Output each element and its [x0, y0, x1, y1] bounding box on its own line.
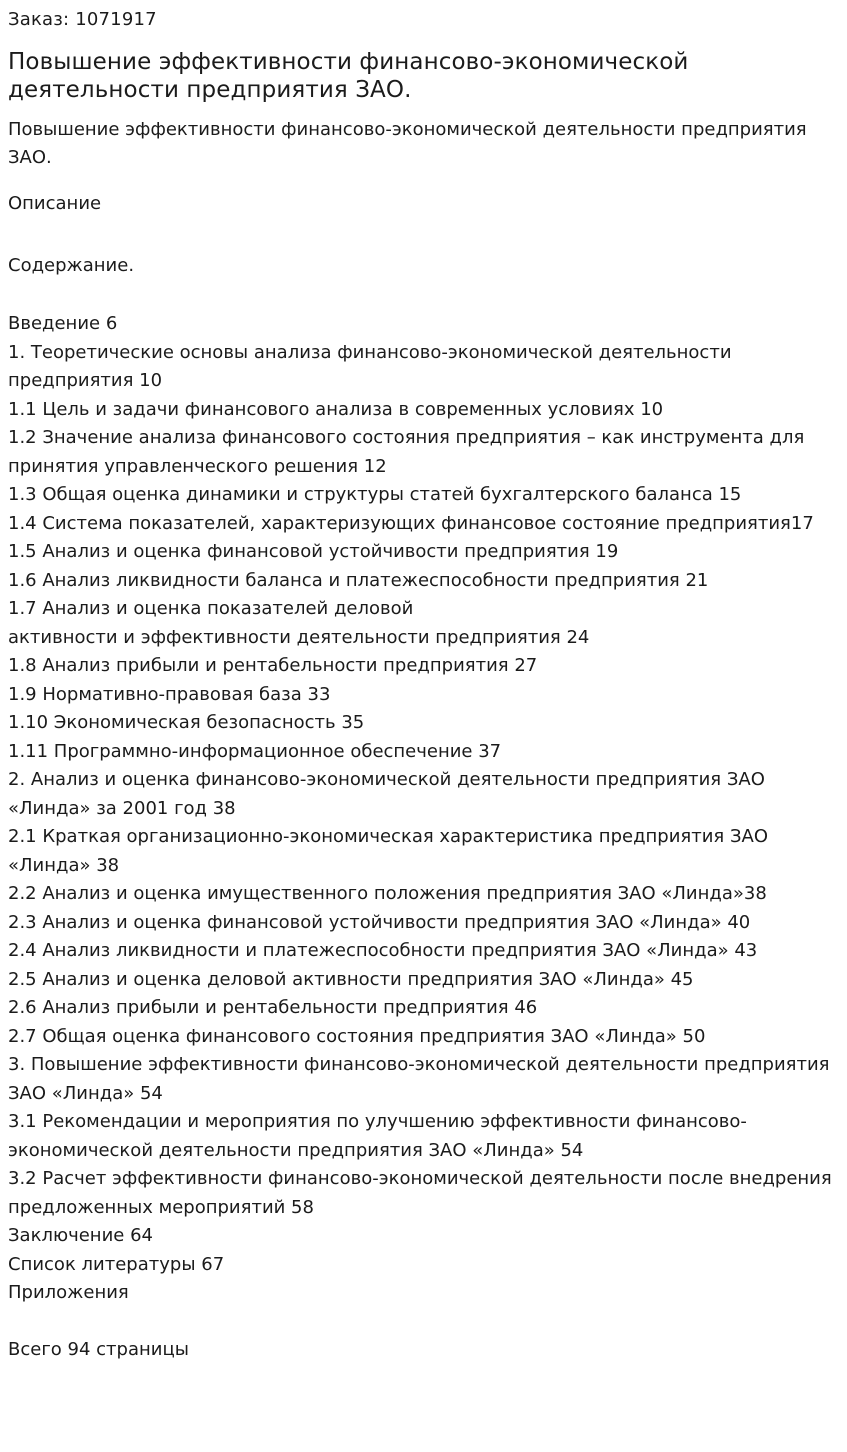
toc-item: 1.11 Программно-информационное обеспечение 37 — [8, 740, 502, 762]
toc-item: Введение 6 — [8, 313, 118, 334]
toc-item: 3.2 Расчет эффективности финансово-экономической деятельности после внедрения предложенных мероприятий 58 — [8, 1168, 832, 1218]
toc-item: 2. Анализ и оценка финансово-экономической деятельности предприятия ЗАО «Линда» за 2001 год 38 — [8, 769, 765, 819]
page-title: Повышение эффективности финансово-экономической деятельности предприятия ЗАО. — [8, 49, 689, 103]
toc-item: 1.6 Анализ ликвидности баланса и платежеспособности предприятия 21 — [8, 569, 709, 591]
page-subtitle: Повышение эффективности финансово-экономической деятельности предприятия ЗАО. — [8, 119, 807, 168]
toc-item: Заключение 64 — [8, 1225, 153, 1246]
toc-item: 2.3 Анализ и оценка финансовой устойчивости предприятия ЗАО «Линда» 40 — [8, 911, 751, 933]
toc-item: 3. Повышение эффективности финансово-экономической деятельности предприятия ЗАО «Линда» 54 — [8, 1054, 830, 1104]
toc-item: 1.3 Общая оценка динамики и структуры статей бухгалтерского баланса 15 — [8, 484, 742, 505]
toc-item: 1.2 Значение анализа финансового состояния предприятия – как инструмента для принятия управленческого решения 12 — [8, 427, 805, 477]
total-pages: Всего 94 страницы — [8, 1338, 189, 1360]
toc-item: Список литературы 67 — [8, 1253, 225, 1275]
toc-item: 1.5 Анализ и оценка финансовой устойчивости предприятия 19 — [8, 541, 619, 562]
toc-item: 1.4 Система показателей, характеризующих финансовое состояние предприятия17 — [8, 512, 814, 534]
toc-item: 2.4 Анализ ликвидности и платежеспособности предприятия ЗАО «Линда» 43 — [8, 940, 758, 961]
toc-item: 1.7 Анализ и оценка показателей деловой активности и эффективности деятельности предприятия 24 — [8, 598, 590, 648]
toc-item: 2.5 Анализ и оценка деловой активности предприятия ЗАО «Линда» 45 — [8, 968, 694, 990]
toc-item: 3.1 Рекомендации и мероприятия по улучшению эффективности финансово-экономической деятельности предприятия ЗАО «Линда» 54 — [8, 1111, 747, 1161]
toc-item: 1.10 Экономическая безопасность 35 — [8, 712, 365, 733]
toc-item: 1.1 Цель и задачи финансового анализа в современных условиях 10 — [8, 398, 664, 420]
toc-item: 1. Теоретические основы анализа финансово-экономической деятельности предприятия 10 — [8, 341, 732, 391]
toc-item: 2.2 Анализ и оценка имущественного положения предприятия ЗАО «Линда»38 — [8, 883, 767, 904]
toc-item: 2.6 Анализ прибыли и рентабельности предприятия 46 — [8, 997, 538, 1018]
description-heading: Описание — [8, 193, 102, 214]
toc-item: 2.1 Краткая организационно-экономическая характеристика предприятия ЗАО «Линда» 38 — [8, 826, 768, 876]
contents-heading: Содержание. — [8, 255, 135, 276]
table-of-contents — [8, 310, 839, 1308]
toc-item: Приложения — [8, 1282, 129, 1303]
toc-item: 1.8 Анализ прибыли и рентабельности предприятия 27 — [8, 655, 538, 676]
toc-item: 2.7 Общая оценка финансового состояния предприятия ЗАО «Линда» 50 — [8, 1025, 706, 1047]
order-number: Заказ: 1071917 — [8, 9, 157, 30]
toc-item: 1.9 Нормативно-правовая база 33 — [8, 683, 331, 705]
